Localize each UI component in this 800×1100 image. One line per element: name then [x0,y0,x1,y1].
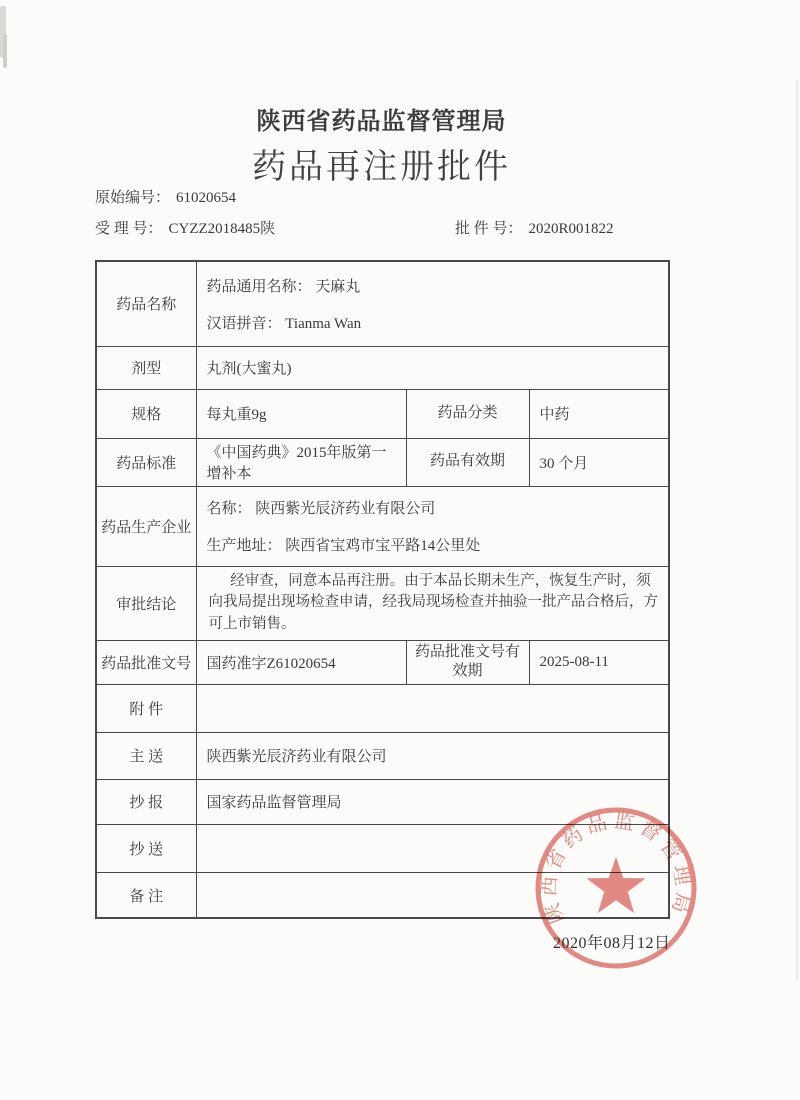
pinyin-value: Tianma Wan [285,315,362,332]
acceptance-number-label: 受 理 号： [95,221,163,237]
attachment-value [196,684,669,732]
row-label: 抄 报 [96,779,196,824]
drug-class-label: 药品分类 [406,389,529,438]
row-label: 药品批准文号 [96,640,196,684]
validity-label: 药品有效期 [406,438,529,486]
row-label: 抄 送 [96,824,196,872]
row-main-to [96,732,669,779]
generic-name-line: 药品通用名称： 天麻丸 [206,278,361,295]
scan-artifact [796,80,798,980]
row-label: 药品名称 [96,261,196,346]
row-attachment [96,684,669,732]
drug-class-value: 中药 [529,389,669,438]
approval-validity-label: 药品批准文号有效期 [406,640,529,684]
standard-value: 《中国药典》2015年版第一增补本 [196,438,406,486]
original-number-value: 61020654 [176,190,237,206]
row-manufacturer [96,486,669,566]
star-icon [587,857,646,913]
row-standard [96,438,669,486]
manufacturer-cell [196,486,669,566]
numbers-line [95,217,668,238]
manufacturer-address-line: 生产地址： 陕西省宝鸡市宝平路14公里处 [206,538,481,554]
row-label: 药品生产企业 [96,486,196,566]
approval-number-group [455,217,614,238]
original-number-line [95,186,236,207]
acceptance-number-value: CYZZ2018485陕 [168,221,276,237]
generic-name-value: 天麻丸 [315,278,361,295]
row-label: 药品标准 [96,438,196,486]
manufacturer-name: 陕西紫光辰济药业有限公司 [255,501,436,517]
approval-validity-value: 2025-08-11 [529,640,669,684]
row-label: 审批结论 [96,566,196,640]
row-label: 主 送 [96,732,196,779]
row-conclusion [96,566,669,640]
drug-name-cell [196,261,669,346]
row-label: 剂型 [96,346,196,389]
row-drug-name [96,261,669,346]
agency-title: 陕西省药品监督管理局 [256,108,507,135]
issue-date: 2020年08月12日 [553,935,671,952]
document-title: 药品再注册批件 [252,149,511,186]
approval-number-label: 批 件 号： [455,221,523,237]
row-approval-number [96,640,669,684]
row-label: 备 注 [96,872,196,918]
row-specification [96,389,669,438]
original-number-label: 原始编号： [95,190,171,206]
dosage-form-value: 丸剂(大蜜丸) [196,346,669,389]
pinyin-line: 汉语拼音： Tianma Wan [206,315,362,332]
row-label: 附 件 [96,684,196,732]
row-dosage-form [96,346,669,389]
scan-artifact [3,34,7,68]
conclusion-text: 经审查，同意本品再注册。由于本品长期未生产，恢复生产时，须向我局提出现场检查申请，经我局现场检查并抽验一批产品合格后，方可上市销售。 [208,572,658,632]
manufacturer-address: 陕西省宝鸡市宝平路14公里处 [285,538,481,554]
manufacturer-name-line: 名称： 陕西紫光辰济药业有限公司 [206,501,436,517]
acceptance-number-group [95,221,275,237]
conclusion-cell [196,566,669,640]
main-to-value: 陕西紫光辰济药业有限公司 [196,732,669,779]
approval-number-value: 2020R001822 [528,221,614,237]
specification-value: 每丸重9g [196,389,406,438]
seal-text: 陕西省药品监督管理局 [538,809,695,927]
approval-number-cell: 国药准字Z61020654 [196,640,406,684]
validity-value: 30 个月 [529,438,669,486]
copy-report-value: 国家药品监督管理局 [196,779,669,824]
row-label: 规格 [96,389,196,438]
